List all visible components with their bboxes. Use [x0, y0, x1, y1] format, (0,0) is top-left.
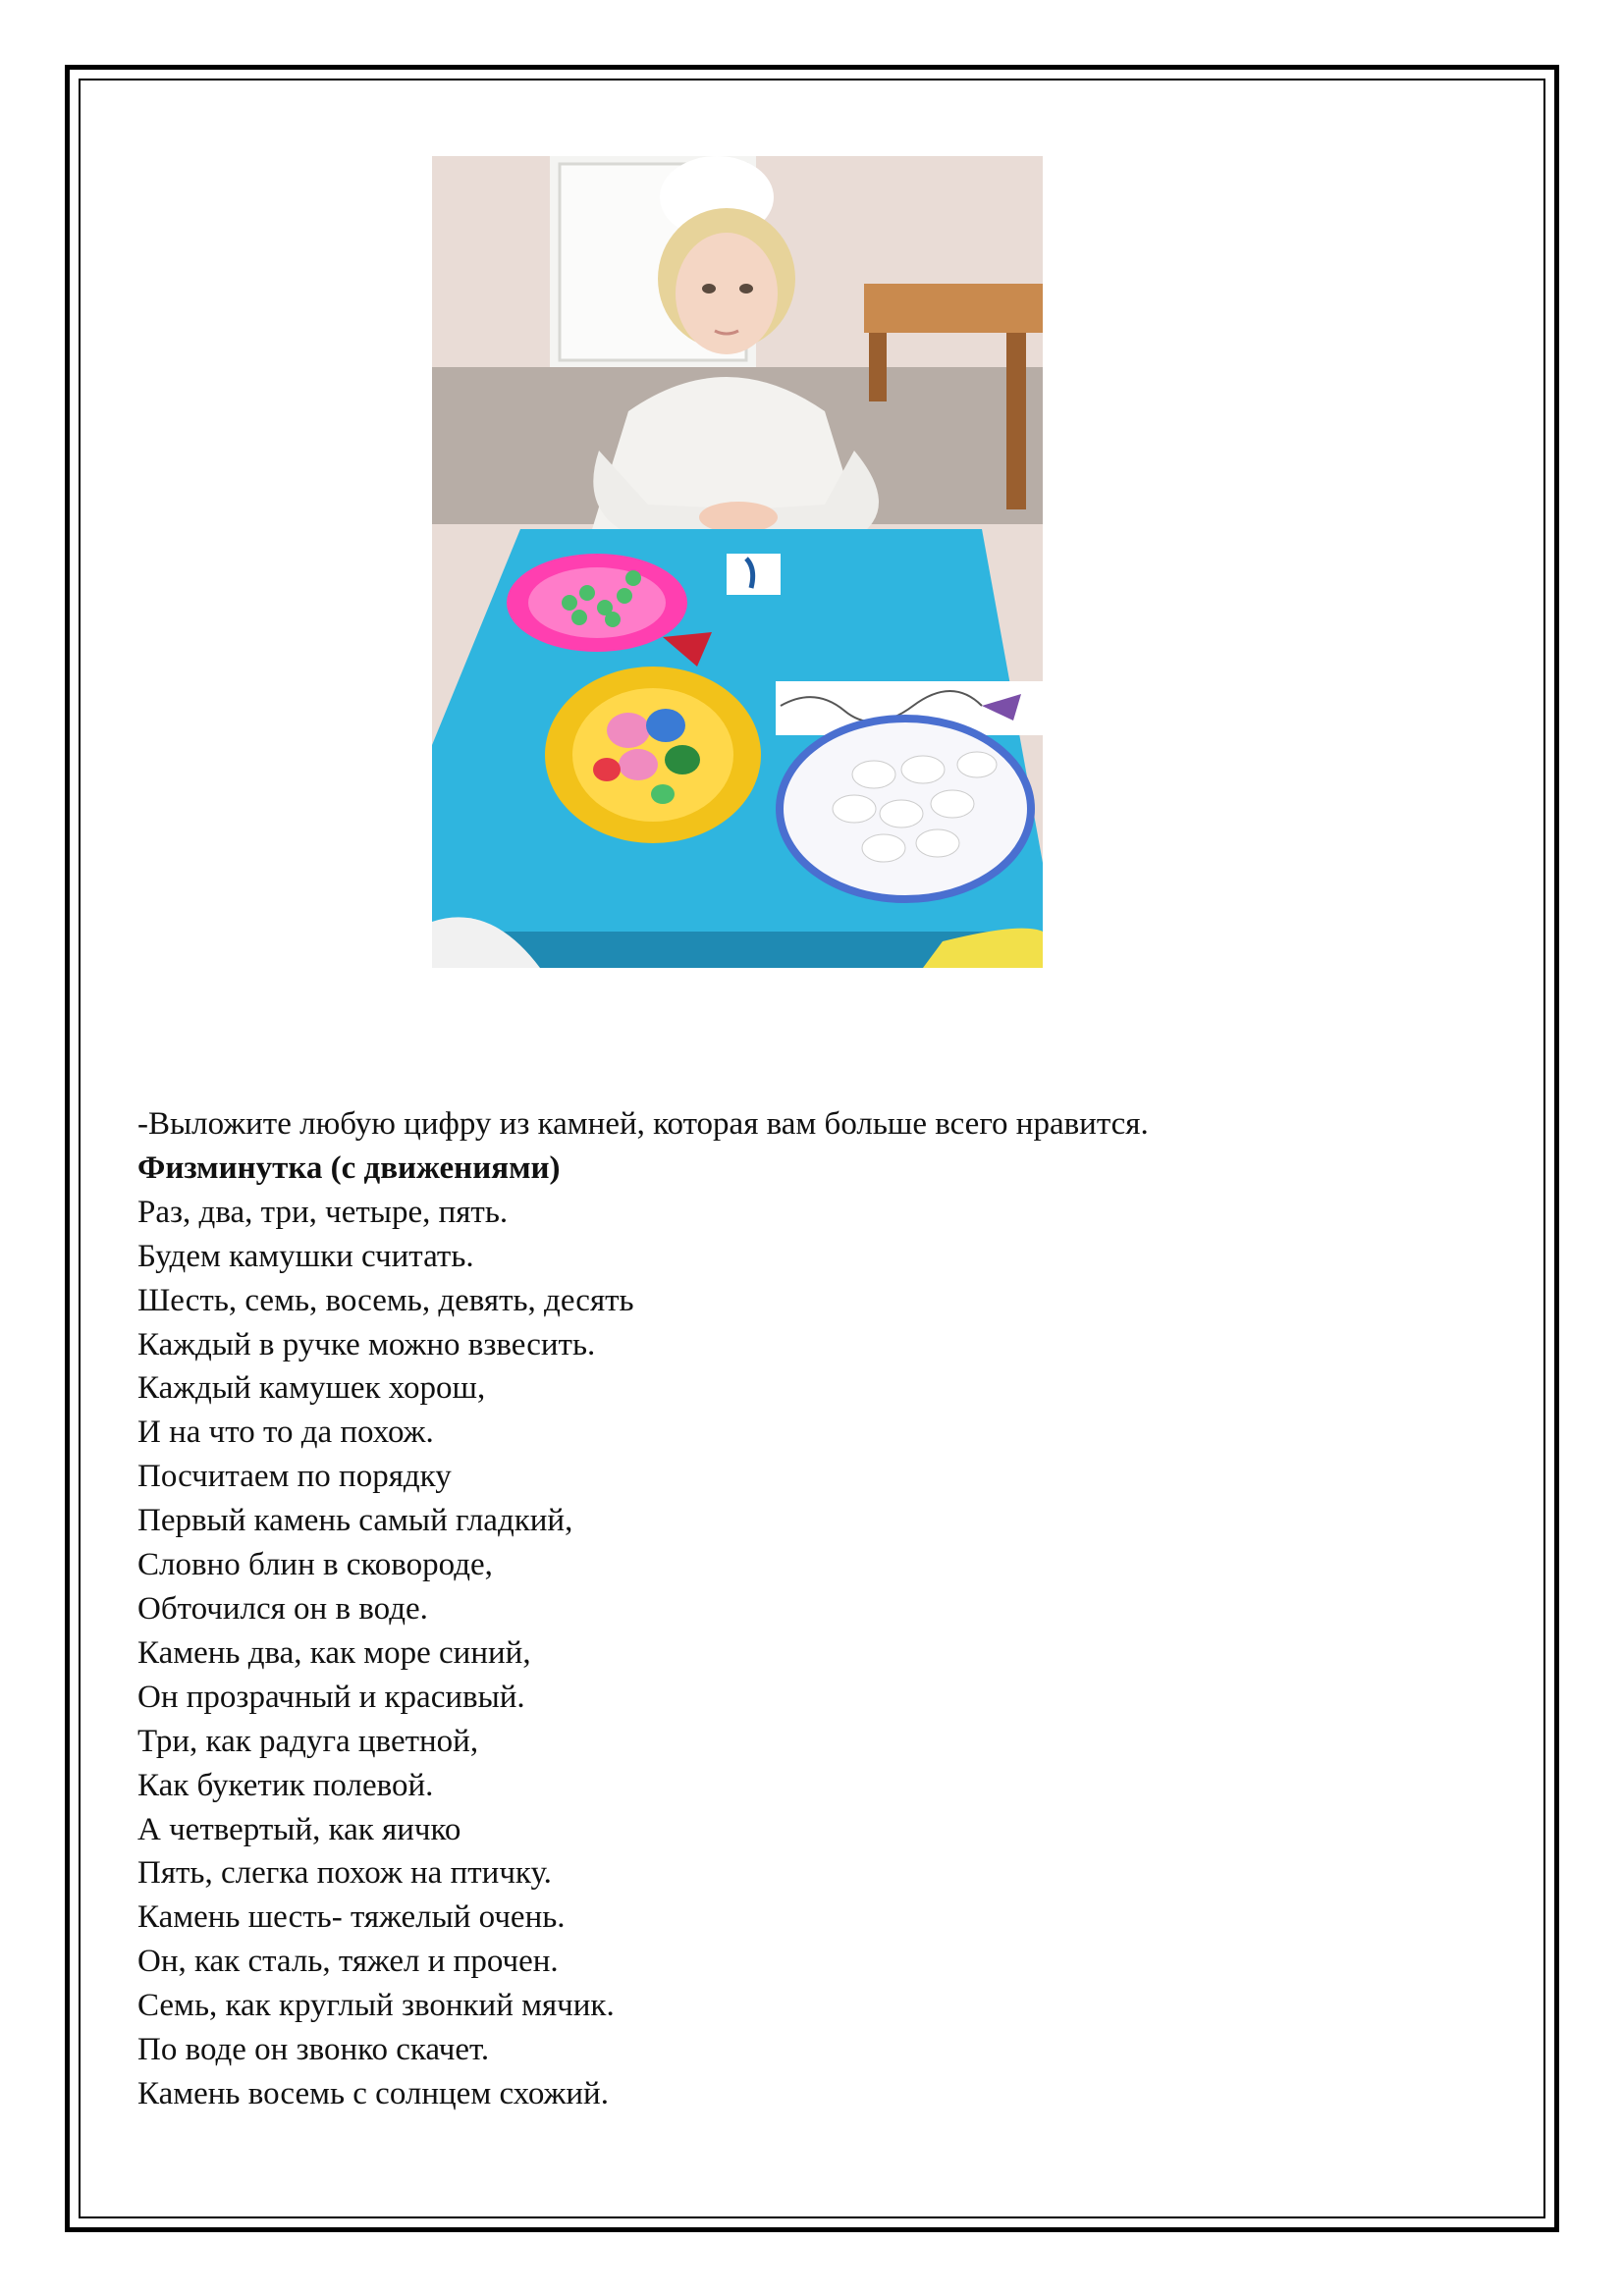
poem-line: Обточился он в воде. [137, 1590, 428, 1627]
poem-line: По воде он звонко скачет. [137, 2032, 490, 2068]
poem-line: И на что то да похож. [137, 1415, 434, 1451]
poem-line: Три, как радуга цветной, [137, 1723, 479, 1759]
photo-child-at-table [432, 156, 1043, 968]
poem-line: Каждый камушек хорош, [137, 1370, 486, 1407]
poem-line: Камень восемь с солнцем схожий. [137, 2075, 609, 2111]
poem-line: Семь, как круглый звонкий мячик. [137, 1988, 615, 2024]
poem-line: Шесть, семь, восемь, девять, десять [137, 1282, 634, 1318]
poem-line: Будем камушки считать. [137, 1238, 474, 1274]
poem-line: Первый камень самый гладкий, [137, 1503, 573, 1539]
poem-line: Как букетик полевой. [137, 1767, 434, 1803]
instruction-text: -Выложите любую цифру из камней, которая вам больше всего нравится. [137, 1106, 1149, 1142]
section-heading: Физминутка (с движениями) [137, 1149, 561, 1186]
poem-line: Пять, слегка похож на птичку. [137, 1855, 552, 1892]
poem-line: Он прозрачный и красивый. [137, 1679, 525, 1715]
document-text [137, 1102, 1492, 2116]
poem-line: Словно блин в сковороде, [137, 1547, 493, 1583]
poem-line: Камень шесть- тяжелый очень. [137, 1899, 566, 1936]
poem-line: Каждый в ручке можно взвесить. [137, 1326, 596, 1362]
poem-line: Он, как сталь, тяжел и прочен. [137, 1944, 559, 1980]
poem-line: Раз, два, три, четыре, пять. [137, 1194, 509, 1230]
poem-line: Посчитаем по порядку [137, 1459, 452, 1495]
poem-line: Камень два, как море синий, [137, 1634, 531, 1671]
poem-line: А четвертый, как яичко [137, 1811, 461, 1847]
